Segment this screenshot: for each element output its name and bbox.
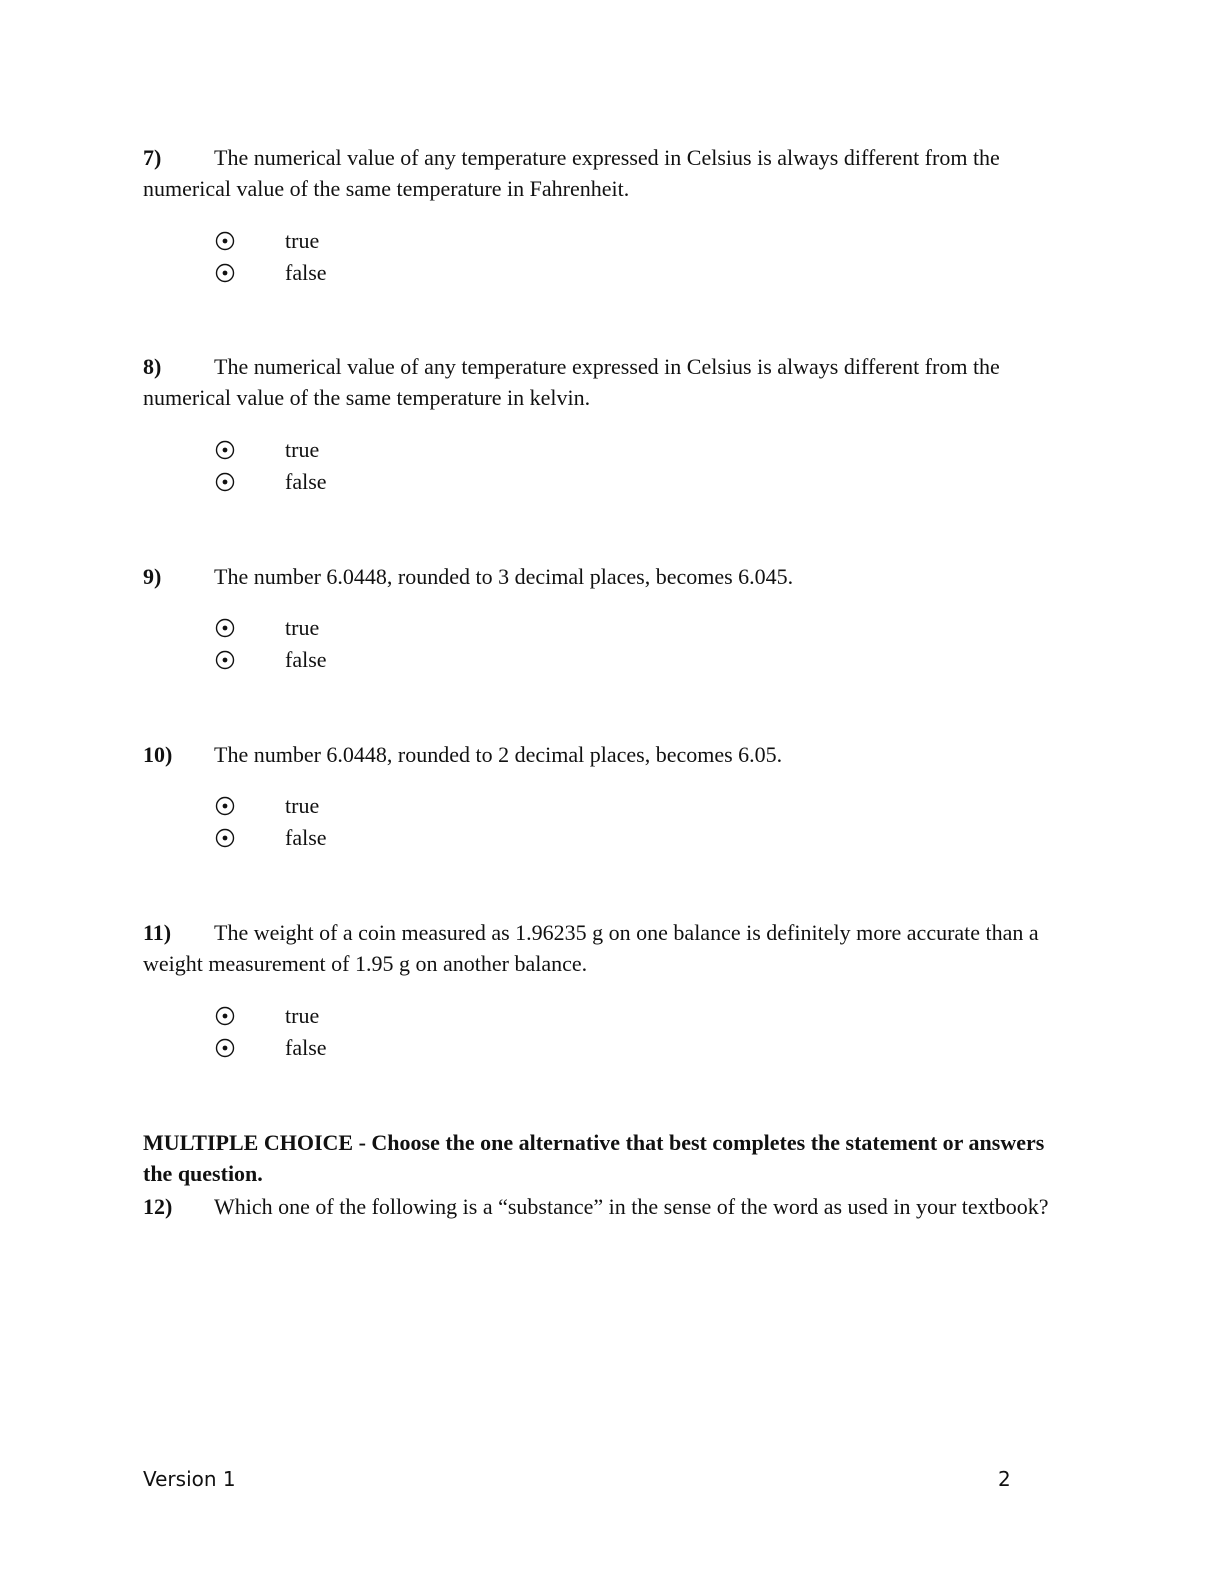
- radio-button-icon[interactable]: [215, 828, 235, 848]
- question-9: [143, 561, 1073, 592]
- question-number: 10): [143, 742, 173, 767]
- page-number: 2: [998, 1467, 1011, 1491]
- footer-version: Version 1: [143, 1467, 236, 1491]
- option-true[interactable]: [215, 434, 327, 466]
- question-10-options: [215, 790, 327, 854]
- option-label: false: [285, 1035, 327, 1060]
- question-11: [143, 917, 1073, 979]
- radio-button-icon[interactable]: [215, 618, 235, 638]
- question-text: Which one of the following is a “substance” in the sense of the word as used in your textbook?: [214, 1194, 1049, 1219]
- question-8: [143, 351, 1073, 413]
- question-7: [143, 142, 1073, 204]
- question-11-options: [215, 1000, 327, 1064]
- option-label: true: [285, 228, 320, 253]
- option-false[interactable]: [215, 466, 327, 498]
- radio-button-icon[interactable]: [215, 650, 235, 670]
- option-false[interactable]: [215, 822, 327, 854]
- option-true[interactable]: [215, 225, 327, 257]
- question-number: 8): [143, 354, 162, 379]
- question-9-options: [215, 612, 327, 676]
- question-number: 9): [143, 564, 162, 589]
- option-label: false: [285, 260, 327, 285]
- option-label: false: [285, 469, 327, 494]
- radio-button-icon[interactable]: [215, 1038, 235, 1058]
- option-false[interactable]: [215, 257, 327, 289]
- question-12: [143, 1191, 1073, 1222]
- option-true[interactable]: [215, 1000, 327, 1032]
- option-true[interactable]: [215, 790, 327, 822]
- option-false[interactable]: [215, 1032, 327, 1064]
- option-label: true: [285, 1003, 320, 1028]
- option-label: true: [285, 615, 320, 640]
- radio-button-icon[interactable]: [215, 440, 235, 460]
- question-number: 11): [143, 920, 172, 945]
- question-8-options: [215, 434, 327, 498]
- question-text: The numerical value of any temperature expressed in Celsius is always different from the numerical value of the same temperature in Fahrenheit.: [143, 145, 1000, 201]
- question-10: [143, 739, 1073, 770]
- question-number: 12): [143, 1194, 173, 1219]
- question-7-options: [215, 225, 327, 289]
- question-number: 7): [143, 145, 162, 170]
- question-text: The number 6.0448, rounded to 2 decimal places, becomes 6.05.: [214, 742, 783, 767]
- question-text: The numerical value of any temperature expressed in Celsius is always different from the numerical value of the same temperature in kelvin.: [143, 354, 1000, 410]
- radio-button-icon[interactable]: [215, 472, 235, 492]
- radio-button-icon[interactable]: [215, 263, 235, 283]
- multiple-choice-heading: MULTIPLE CHOICE - Choose the one alternative that best completes the statement or answers the question.: [143, 1130, 1045, 1186]
- option-true[interactable]: [215, 612, 327, 644]
- question-text: The weight of a coin measured as 1.96235 g on one balance is definitely more accurate than a weight measurement of 1.95 g on another balance.: [143, 920, 1039, 976]
- radio-button-icon[interactable]: [215, 231, 235, 251]
- radio-button-icon[interactable]: [215, 1006, 235, 1026]
- option-false[interactable]: [215, 644, 327, 676]
- option-label: true: [285, 437, 320, 462]
- option-label: false: [285, 825, 327, 850]
- option-label: true: [285, 793, 320, 818]
- radio-button-icon[interactable]: [215, 796, 235, 816]
- option-label: false: [285, 647, 327, 672]
- question-text: The number 6.0448, rounded to 3 decimal places, becomes 6.045.: [214, 564, 794, 589]
